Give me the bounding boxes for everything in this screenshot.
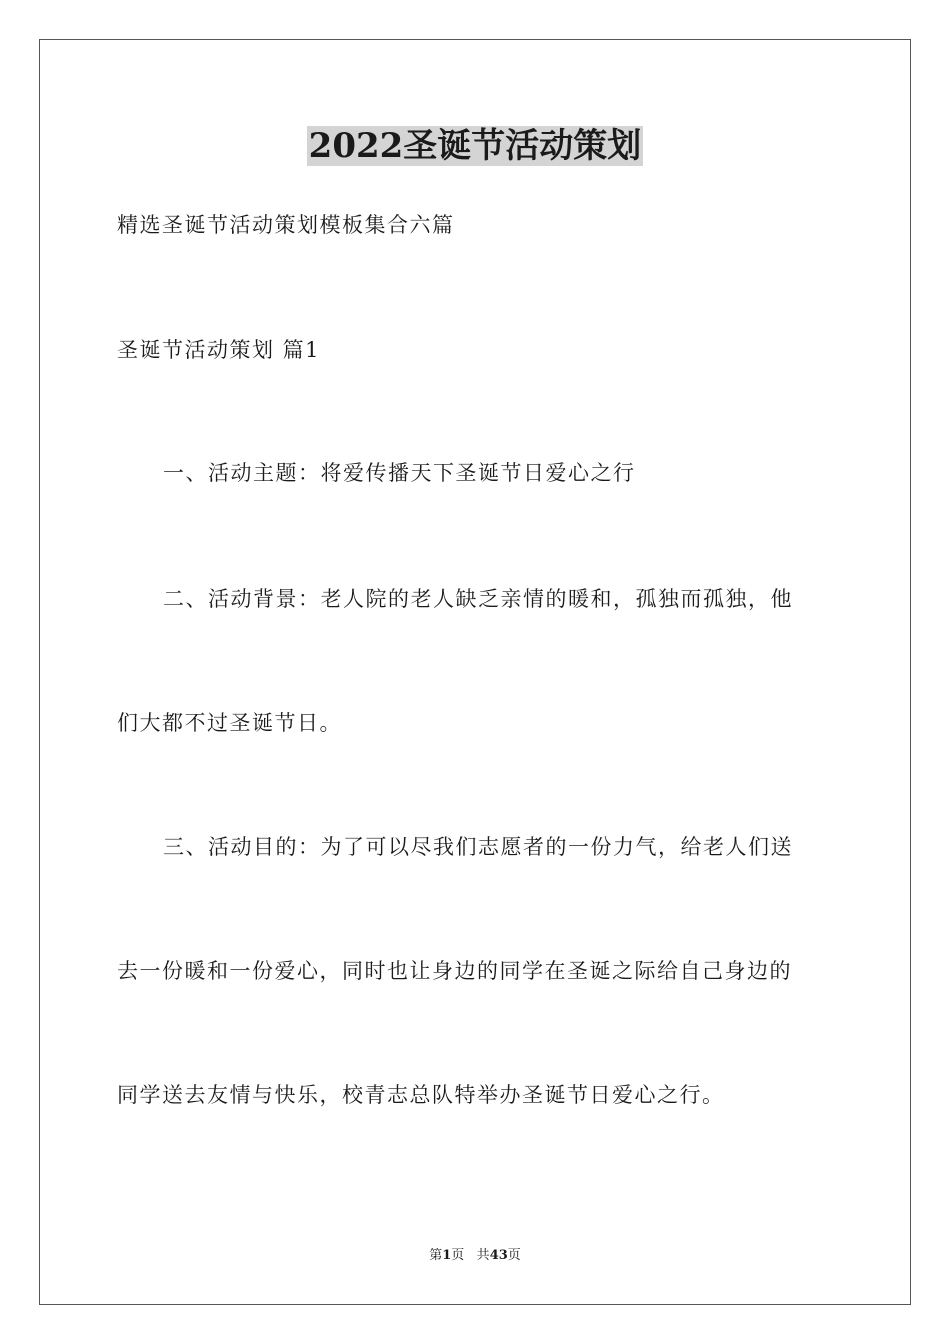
paragraph-line: 二、活动背景：老人院的老人缺乏亲情的暖和，孤独而孤独，他	[163, 587, 793, 611]
section-heading: 圣诞节活动策划 篇1	[117, 338, 321, 362]
page-prefix: 第	[429, 1248, 443, 1263]
paragraph-line: 三、活动目的：为了可以尽我们志愿者的一份力气，给老人们送	[163, 835, 793, 859]
paragraph-line: 一、活动主题：将爱传播天下圣诞节日爱心之行	[163, 461, 636, 485]
document-title-text: 2022圣诞节活动策划	[308, 126, 642, 166]
paragraph-line: 同学送去友情与快乐，校青志总队特举办圣诞节日爱心之行。	[117, 1083, 725, 1107]
total-prefix: 共	[476, 1248, 490, 1263]
page-number: 1	[442, 1248, 452, 1263]
paragraph-line: 去一份暖和一份爱心，同时也让身边的同学在圣诞之际给自己身边的	[117, 959, 792, 983]
page-footer	[0, 1247, 950, 1265]
document-title	[0, 124, 950, 168]
page-suffix: 页	[451, 1248, 465, 1263]
total-pages: 43	[489, 1248, 508, 1263]
paragraph-line: 们大都不过圣诞节日。	[117, 711, 342, 735]
document-subtitle: 精选圣诞节活动策划模板集合六篇	[117, 213, 455, 237]
total-suffix: 页	[507, 1248, 521, 1263]
